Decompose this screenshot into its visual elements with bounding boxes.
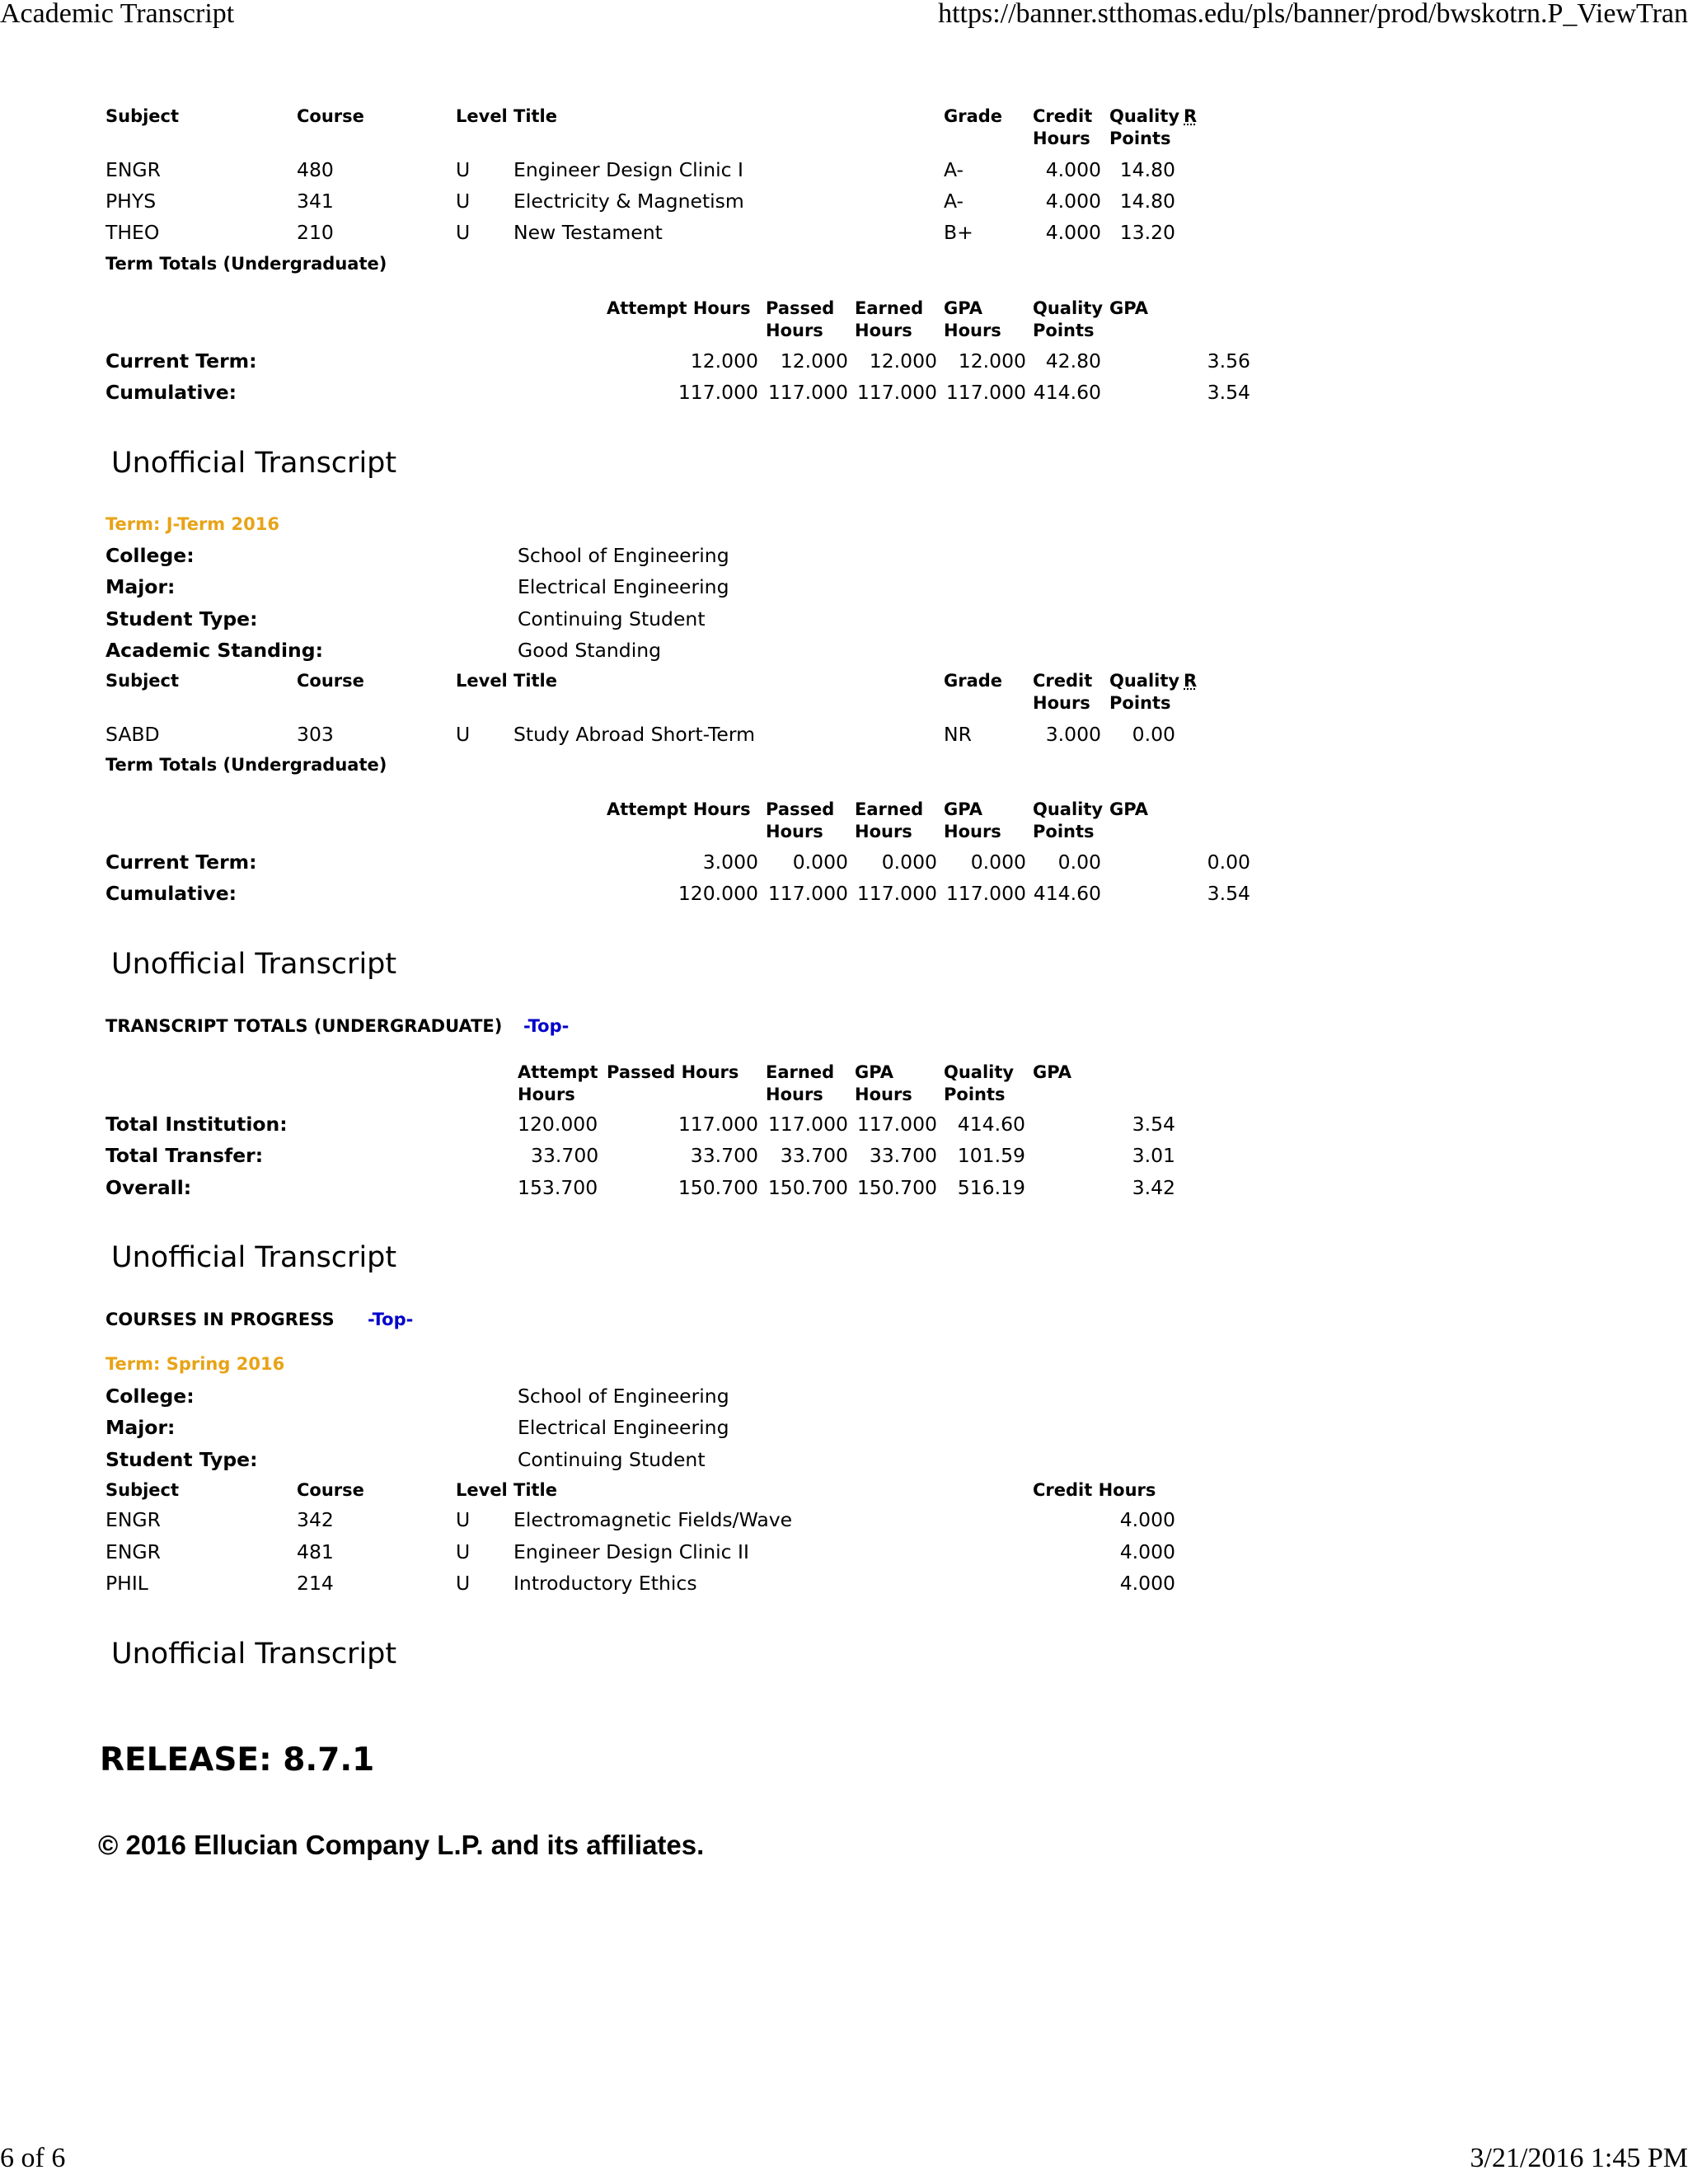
passed-value: 33.700 <box>690 1144 758 1167</box>
academic-standing-value: Good Standing <box>518 639 662 662</box>
course-number: 480 <box>297 158 334 181</box>
repeat-header: R <box>1184 671 1198 691</box>
course-subject: PHIL <box>106 1572 148 1595</box>
title-header: Title <box>513 106 558 126</box>
course-level: U <box>456 221 471 244</box>
unofficial-transcript-heading: Unofficial Transcript <box>111 1638 397 1671</box>
gpa-header: GPA <box>1109 799 1148 819</box>
quality-value: 414.60 <box>1033 882 1101 905</box>
gpa-header: GPA <box>1033 1062 1071 1082</box>
course-title: Electromagnetic Fields/Wave <box>513 1508 793 1531</box>
gpa-hours-header: GPA Hours <box>944 799 1001 841</box>
grade-header: Grade <box>944 671 1003 691</box>
title-header: Title <box>513 1480 558 1500</box>
earned-value: 0.000 <box>881 851 937 874</box>
term-totals-label: Term Totals (Undergraduate) <box>106 755 387 775</box>
major-label: Major: <box>106 575 176 598</box>
course-subject: THEO <box>106 221 160 244</box>
attempt-hours-header: Attempt Hours <box>607 298 751 318</box>
course-number: 214 <box>297 1572 334 1595</box>
title-header: Title <box>513 671 558 691</box>
course-grade: B+ <box>944 221 973 244</box>
major-label: Major: <box>106 1416 176 1439</box>
quality-value: 516.19 <box>957 1176 1025 1199</box>
gpa-value: 3.54 <box>1207 882 1250 905</box>
course-subject: PHYS <box>106 190 157 213</box>
passed-value: 12.000 <box>780 349 848 373</box>
course-title: Introductory Ethics <box>513 1572 697 1595</box>
course-number: 481 <box>297 1540 334 1563</box>
course-level: U <box>456 1572 471 1595</box>
course-subject: ENGR <box>106 1540 161 1563</box>
unofficial-transcript-heading: Unofficial Transcript <box>111 948 397 981</box>
course-number: 210 <box>297 221 334 244</box>
course-title: Engineer Design Clinic II <box>513 1540 749 1563</box>
print-page-number: 6 of 6 <box>0 2143 66 2173</box>
earned-value: 117.000 <box>856 381 937 404</box>
attempt-value: 33.700 <box>531 1144 599 1167</box>
gpa-value: 3.42 <box>1132 1176 1175 1199</box>
gpa-value: 3.01 <box>1132 1144 1175 1167</box>
earned-value: 12.000 <box>869 349 937 373</box>
student-type-value: Continuing Student <box>518 607 706 630</box>
earned-value: 33.700 <box>780 1144 848 1167</box>
gpa-hours-header: GPA Hours <box>855 1062 912 1104</box>
gpa-hours-value: 0.000 <box>970 851 1026 874</box>
course-level: U <box>456 1508 471 1531</box>
passed-hours-header: Passed Hours <box>607 1062 739 1082</box>
copyright-notice: © 2016 Ellucian Company L.P. and its affiliates. <box>98 1830 705 1860</box>
top-link[interactable]: -Top- <box>523 1016 570 1036</box>
attempt-value: 120.000 <box>518 1113 598 1136</box>
course-credit: 4.000 <box>1045 158 1101 181</box>
attempt-hours-header: Attempt Hours <box>607 799 751 819</box>
passed-hours-header: Passed Hours <box>766 298 835 340</box>
gpa-value: 3.54 <box>1207 381 1250 404</box>
college-label: College: <box>106 544 195 567</box>
course-credit: 4.000 <box>1119 1572 1175 1595</box>
earned-hours-header: Earned Hours <box>855 298 924 340</box>
passed-value: 117.000 <box>767 381 848 404</box>
course-subject: SABD <box>106 723 160 746</box>
row-label: Current Term: <box>106 851 257 874</box>
gpa-hours-value: 12.000 <box>958 349 1026 373</box>
subject-header: Subject <box>106 1480 180 1500</box>
course-header: Course <box>297 1480 364 1500</box>
row-label: Cumulative: <box>106 882 237 905</box>
student-type-label: Student Type: <box>106 607 258 630</box>
course-title: Electricity & Magnetism <box>513 190 744 213</box>
course-title: Engineer Design Clinic I <box>513 158 743 181</box>
gpa-hours-header: GPA Hours <box>944 298 1001 340</box>
course-header: Course <box>297 106 364 126</box>
gpa-hours-value: 117.000 <box>945 381 1026 404</box>
course-quality: 13.20 <box>1119 221 1175 244</box>
release-version: RELEASE: 8.7.1 <box>100 1741 375 1779</box>
academic-standing-label: Academic Standing: <box>106 639 323 662</box>
quality-value: 0.00 <box>1057 851 1101 874</box>
course-number: 342 <box>297 1508 334 1531</box>
course-grade: NR <box>944 723 972 746</box>
course-number: 341 <box>297 190 334 213</box>
attempt-value: 3.000 <box>702 851 758 874</box>
unofficial-transcript-heading: Unofficial Transcript <box>111 447 397 480</box>
course-quality: 14.80 <box>1119 190 1175 213</box>
level-header: Level <box>456 106 508 126</box>
courses-in-progress-heading: COURSES IN PROGRESS <box>106 1310 335 1329</box>
attempt-value: 120.000 <box>678 882 758 905</box>
unofficial-transcript-heading: Unofficial Transcript <box>111 1241 397 1274</box>
course-title: Study Abroad Short-Term <box>513 723 755 746</box>
earned-value: 150.700 <box>767 1176 848 1199</box>
earned-hours-header: Earned Hours <box>855 799 924 841</box>
course-quality: 14.80 <box>1119 158 1175 181</box>
term-heading: Term: J-Term 2016 <box>106 514 279 534</box>
quality-points-header: Quality Points <box>1033 799 1104 841</box>
credit-hours-header: Credit Hours <box>1033 1480 1156 1500</box>
print-url: https://banner.stthomas.edu/pls/banner/prod/bwskotrn.P_ViewTran <box>938 0 1688 29</box>
subject-header: Subject <box>106 106 180 126</box>
student-type-value: Continuing Student <box>518 1448 706 1471</box>
quality-points-header: Quality Points <box>944 1062 1015 1104</box>
gpa-hours-value: 33.700 <box>869 1144 937 1167</box>
quality-points-header: Quality Points <box>1109 671 1180 713</box>
major-value: Electrical Engineering <box>518 575 729 598</box>
course-quality: 0.00 <box>1132 723 1175 746</box>
course-level: U <box>456 190 471 213</box>
course-level: U <box>456 158 471 181</box>
passed-value: 117.000 <box>767 882 848 905</box>
quality-value: 42.80 <box>1045 349 1101 373</box>
course-subject: ENGR <box>106 1508 161 1531</box>
term-totals-label: Term Totals (Undergraduate) <box>106 254 387 274</box>
course-grade: A- <box>944 190 964 213</box>
course-level: U <box>456 723 471 746</box>
row-label: Total Transfer: <box>106 1144 264 1167</box>
row-label: Overall: <box>106 1176 192 1199</box>
quality-value: 414.60 <box>957 1113 1025 1136</box>
gpa-header: GPA <box>1109 298 1148 318</box>
course-subject: ENGR <box>106 158 161 181</box>
quality-points-header: Quality Points <box>1033 298 1104 340</box>
passed-hours-header: Passed Hours <box>766 799 835 841</box>
print-datetime: 3/21/2016 1:45 PM <box>1470 2143 1688 2173</box>
course-credit: 4.000 <box>1119 1540 1175 1563</box>
course-level: U <box>456 1540 471 1563</box>
passed-value: 150.700 <box>678 1176 758 1199</box>
quality-value: 414.60 <box>1033 381 1101 404</box>
level-header: Level <box>456 1480 508 1500</box>
attempt-hours-header: Attempt Hours <box>518 1062 598 1104</box>
row-label: Total Institution: <box>106 1113 288 1136</box>
course-credit: 4.000 <box>1119 1508 1175 1531</box>
college-label: College: <box>106 1385 195 1408</box>
attempt-value: 12.000 <box>690 349 758 373</box>
course-credit: 3.000 <box>1045 723 1101 746</box>
print-title: Academic Transcript <box>0 0 235 29</box>
course-header: Course <box>297 671 364 691</box>
row-label: Cumulative: <box>106 381 237 404</box>
grade-header: Grade <box>944 106 1003 126</box>
course-number: 303 <box>297 723 334 746</box>
quality-points-header: Quality Points <box>1109 106 1180 148</box>
gpa-hours-value: 117.000 <box>856 1113 937 1136</box>
attempt-value: 153.700 <box>518 1176 598 1199</box>
gpa-value: 3.54 <box>1132 1113 1175 1136</box>
earned-value: 117.000 <box>856 882 937 905</box>
college-value: School of Engineering <box>518 544 729 567</box>
credit-hours-header: Credit Hours <box>1033 106 1093 148</box>
major-value: Electrical Engineering <box>518 1416 729 1439</box>
earned-value: 117.000 <box>767 1113 848 1136</box>
gpa-value: 3.56 <box>1207 349 1250 373</box>
repeat-header: R <box>1184 106 1198 126</box>
course-title: New Testament <box>513 221 663 244</box>
top-link[interactable]: -Top- <box>368 1310 414 1329</box>
passed-value: 0.000 <box>792 851 848 874</box>
transcript-totals-heading: TRANSCRIPT TOTALS (UNDERGRADUATE) <box>106 1016 503 1036</box>
row-label: Current Term: <box>106 349 257 373</box>
student-type-label: Student Type: <box>106 1448 258 1471</box>
quality-value: 101.59 <box>957 1144 1025 1167</box>
course-grade: A- <box>944 158 964 181</box>
term-heading: Term: Spring 2016 <box>106 1354 285 1374</box>
gpa-hours-value: 117.000 <box>945 882 1026 905</box>
passed-value: 117.000 <box>678 1113 758 1136</box>
course-credit: 4.000 <box>1045 190 1101 213</box>
level-header: Level <box>456 671 508 691</box>
gpa-value: 0.00 <box>1207 851 1250 874</box>
earned-hours-header: Earned Hours <box>766 1062 835 1104</box>
course-credit: 4.000 <box>1045 221 1101 244</box>
college-value: School of Engineering <box>518 1385 729 1408</box>
credit-hours-header: Credit Hours <box>1033 671 1093 713</box>
attempt-value: 117.000 <box>678 381 758 404</box>
gpa-hours-value: 150.700 <box>856 1176 937 1199</box>
subject-header: Subject <box>106 671 180 691</box>
